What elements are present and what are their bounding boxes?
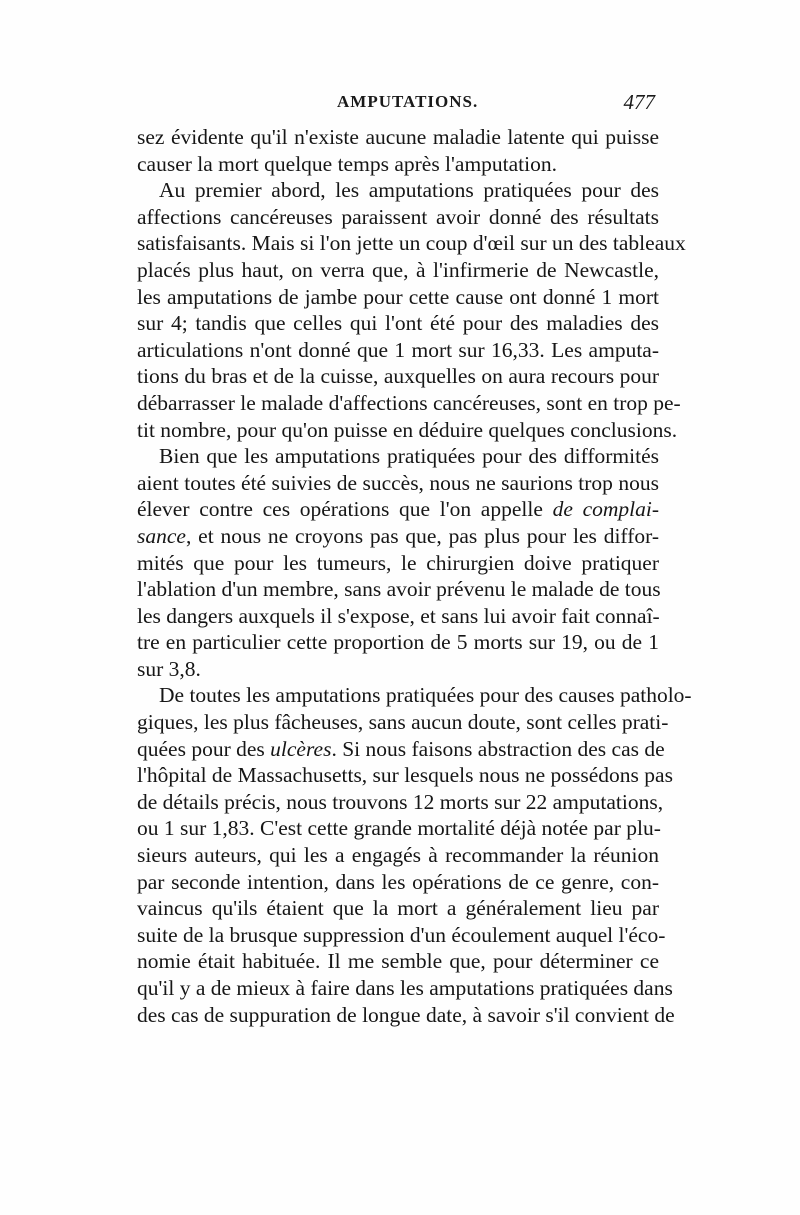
text-line (137, 496, 659, 523)
text-line: articulations n'ont donné que 1 mort sur 16,33. Les amputa- (137, 337, 659, 362)
text-line: satisfaisants. Mais si l'on jette un coup d'œil sur un des tableaux (137, 231, 686, 256)
text-run: giques, les plus fâcheuses, sans aucun doute, sont celles prati- (137, 710, 669, 735)
text-run: , et nous ne croyons pas que, pas plus pour les diffor- (185, 523, 659, 548)
text-run: par seconde intention, dans les opérations de ce genre, con- (137, 869, 659, 894)
text-line (137, 470, 659, 497)
text-line (137, 523, 659, 550)
page-header (137, 92, 657, 122)
text-run: de détails précis, nous trouvons 12 morts sur 22 amputations, (137, 789, 664, 814)
text-line (137, 550, 659, 577)
text-line: tit nombre, pour qu'on puisse en déduire quelques conclusions. (137, 417, 678, 442)
text-run: des cas de suppuration de longue date, à savoir s'il convient de (137, 1002, 675, 1027)
text-run: suite de la brusque suppression d'un écoulement auquel l'éco- (137, 922, 666, 947)
text-line (137, 603, 659, 630)
text-run: mités que pour les tumeurs, le chirurgien doive pratiquer (137, 550, 659, 575)
text-run: vaincus qu'ils étaient que la mort a généralement lieu par (137, 896, 659, 921)
text-line: débarrasser le malade d'affections cancéreuses, sont en trop pe- (137, 390, 681, 415)
text-line (137, 789, 664, 816)
text-run: élever contre ces opérations que l'on appelle (137, 497, 553, 522)
text-run: quées pour des (137, 736, 271, 761)
italic-text: ulcères (270, 736, 332, 761)
text-line: sez évidente qu'il n'existe aucune maladie latente qui puisse (137, 125, 659, 149)
text-line (137, 656, 659, 683)
text-run: . Si nous faisons abstraction des cas de (331, 736, 665, 761)
text-line (137, 629, 659, 656)
paragraph (137, 682, 692, 1028)
text-run: qu'il y a de mieux à faire dans les amputations pratiquées dans (137, 976, 673, 1000)
text-line: affections cancéreuses paraissent avoir donné des résultats (137, 204, 659, 229)
text-line: Au premier abord, les amputations pratiquées pour des (159, 178, 659, 203)
paragraph (137, 177, 686, 443)
text-line: causer la mort quelque temps après l'amputation. (137, 151, 558, 176)
text-run: l'hôpital de Massachusetts, sur lesquels nous ne possédons pas (137, 763, 673, 788)
text-line (137, 736, 665, 763)
text-run: Bien que les amputations pratiquées pour des difformités (159, 444, 659, 469)
body-text (137, 124, 692, 1028)
text-line (137, 709, 669, 736)
text-run: tre en particulier cette proportion de 5 morts sur 19, ou de 1 (137, 630, 659, 655)
running-title: AMPUTATIONS. (337, 92, 479, 111)
italic-text: sance (137, 523, 186, 548)
text-line: les amputations de jambe pour cette cause ont donné 1 mort (137, 284, 659, 309)
text-run: l'ablation d'un membre, sans avoir prévenu le malade de tous (137, 577, 661, 602)
text-line (137, 975, 673, 1002)
text-run: De toutes les amputations pratiquées pour des causes patholo- (159, 683, 692, 708)
text-line (137, 815, 659, 842)
italic-text: de complai- (552, 497, 659, 522)
text-run: sieurs auteurs, qui les a engagés à recommander la réunion (137, 843, 659, 868)
text-line (137, 682, 692, 709)
text-line: placés plus haut, on verra que, à l'infirmerie de Newcastle, (137, 257, 659, 282)
text-line (137, 895, 659, 922)
text-line: tions du bras et de la cuisse, auxquelles on aura recours pour (137, 364, 659, 389)
text-line (137, 1002, 675, 1029)
paragraph (137, 124, 659, 177)
text-line (137, 762, 673, 789)
text-run: ou 1 sur 1,83. C'est cette grande mortalité déjà notée par plu- (137, 816, 661, 841)
paragraph (137, 443, 659, 682)
text-line (137, 869, 659, 896)
text-run: nomie était habituée. Il me semble que, pour déterminer ce (137, 949, 659, 974)
text-line (137, 576, 659, 603)
text-line (137, 842, 659, 869)
text-line: sur 4; tandis que celles qui l'ont été pour des maladies des (137, 311, 659, 336)
text-run: les dangers auxquels il s'expose, et sans lui avoir fait connaî- (137, 603, 660, 628)
text-run: aient toutes été suivies de succès, nous ne saurions trop nous (137, 470, 659, 495)
page-number: 477 (623, 90, 655, 114)
text-line (137, 443, 659, 470)
text-line (137, 948, 659, 975)
text-run: sur 3,8. (137, 656, 201, 681)
text-line (137, 922, 666, 949)
